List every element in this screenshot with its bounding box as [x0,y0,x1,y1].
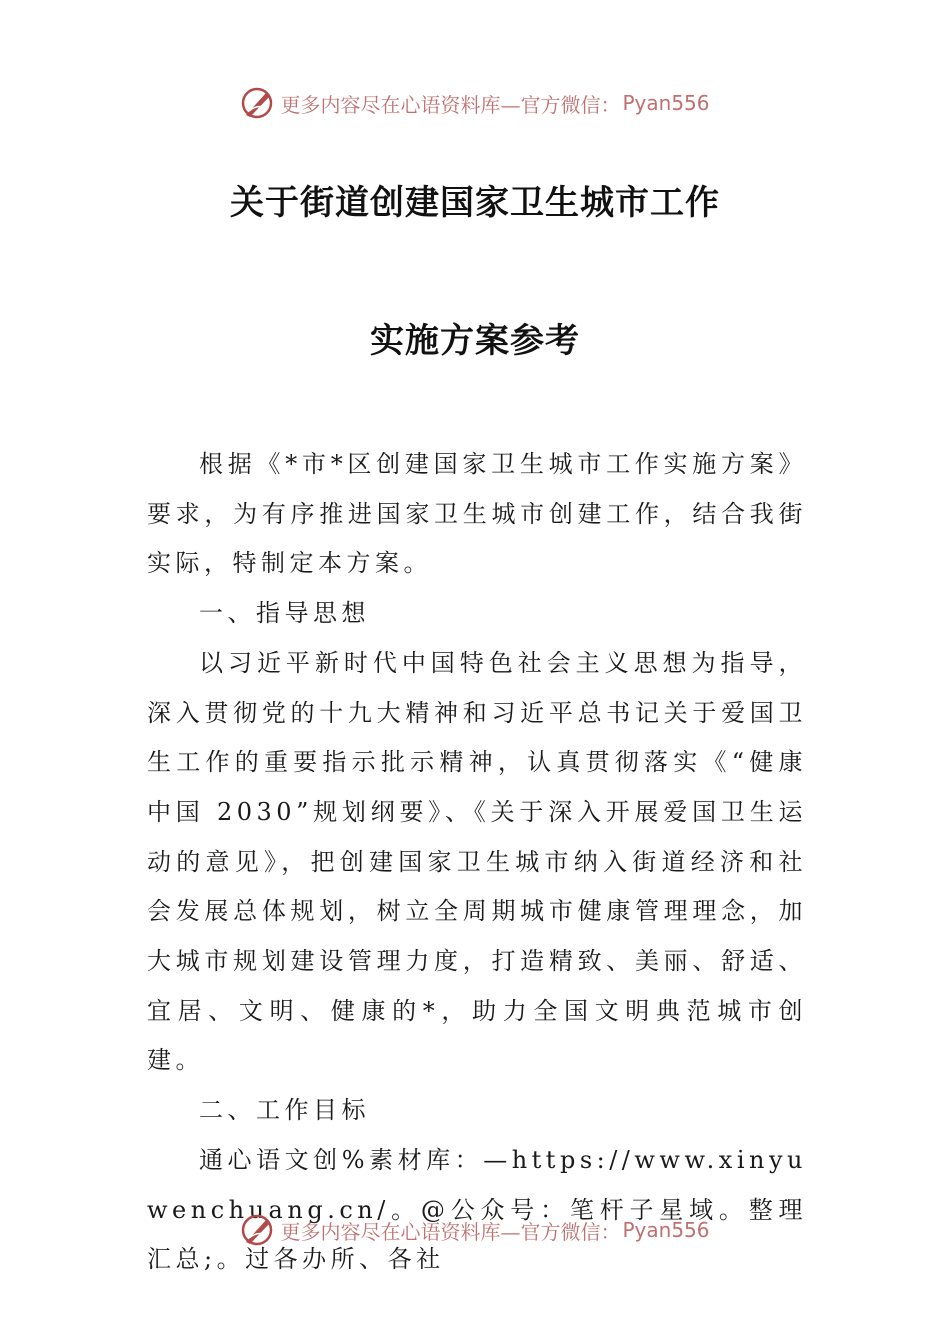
watermark-text: 更多内容尽在心语资料库—官方微信： [280,1219,621,1244]
pen-logo-icon [240,1212,276,1248]
paragraph-intro: 根据《*市*区创建国家卫生城市工作实施方案》要求，为有序推进国家卫生城市创建工作，结合我街实际，特制定本方案。 [147,450,807,578]
pen-logo-icon [240,85,276,121]
header-watermark [0,83,950,123]
watermark-id: Pyan556 [622,91,710,115]
document-title-line1: 关于街道创建国家卫生城市工作 [230,183,720,223]
paragraph-guiding-thought: 以习近平新时代中国特色社会主义思想为指导，深入贯彻党的十九大精神和习近平总书记关于爱国卫生工作的重要指示批示精神，认真贯彻落实《“健康中国 2030”规划纲要》、《关于深入开展爱国卫生运动的意见》，把创建国家卫生城市纳入街道经济和社会发展总体规划，树立全周期城市健康管理理念，加大城市规划建设管理力度，打造精致、美丽、舒适、宜居、文明、健康的*，助力全国文明典范城市创建。 [147,648,807,1075]
document-body [147,440,807,1285]
section-heading-2: 二、工作目标 [199,1096,370,1125]
document-title-line2: 实施方案参考 [370,321,580,361]
section-heading-1: 一、指导思想 [199,599,370,628]
watermark-text: 更多内容尽在心语资料库—官方微信： [280,92,621,117]
footer-watermark [0,1210,950,1250]
paragraph-work-goal: 通心语文创%素材库：—https://www.xinyuwenchuang.cn/。@公众号：笔杆子星域。整理汇总;。过各办所、各社 [147,1145,807,1274]
watermark-id: Pyan556 [622,1218,710,1242]
